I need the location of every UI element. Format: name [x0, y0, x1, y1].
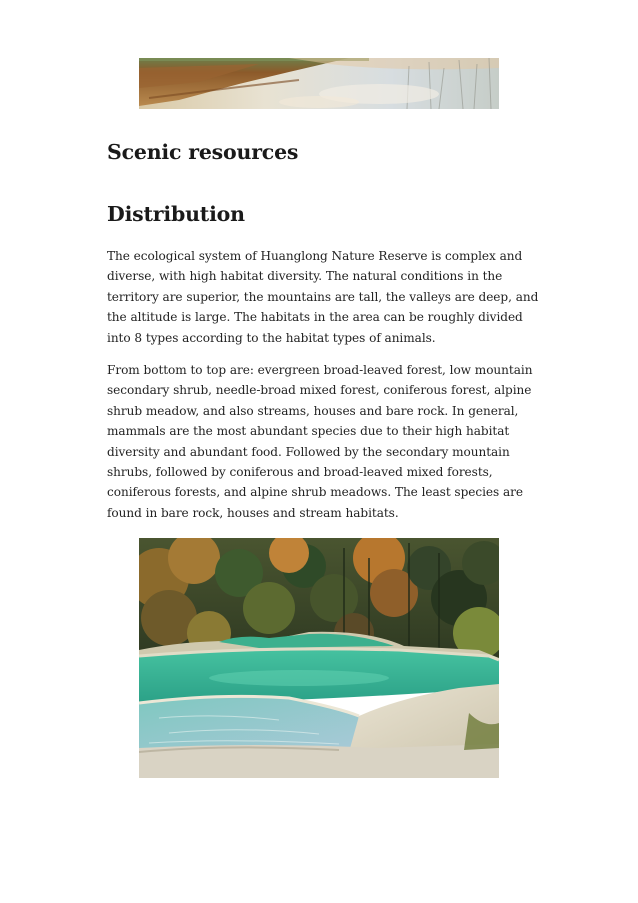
paragraph-ecological-system: The ecological system of Huanglong Nature Reserve is complex and diverse, with high habitat diversity. The natural conditions in the territory are superior, the mountains are tall, the valleys are deep, and the altitude is large. The habitats in the area can be roughly divided into 8 types according to the habitat types of animals.	[107, 249, 539, 345]
section-heading-scenic-resources: Scenic resources	[107, 140, 299, 164]
section-heading-distribution: Distribution	[107, 202, 245, 226]
travertine-stream-photo	[139, 58, 499, 109]
paragraph-habitat-distribution: From bottom to top are: evergreen broad-leaved forest, low mountain secondary shrub, needle-broad mixed forest, coniferous forest, alpine shrub meadow, and also streams, houses and bare rock. In general, mammals are the most abundant species due to their high habitat diversity and abundant food. Followed by the secondary mountain shrubs, followed by coniferous and broad-leaved mixed forests, coniferous forests, and alpine shrub meadows. The least species are found in bare rock, houses and stream habitats.	[107, 363, 533, 520]
turquoise-pools-photo	[139, 538, 499, 778]
